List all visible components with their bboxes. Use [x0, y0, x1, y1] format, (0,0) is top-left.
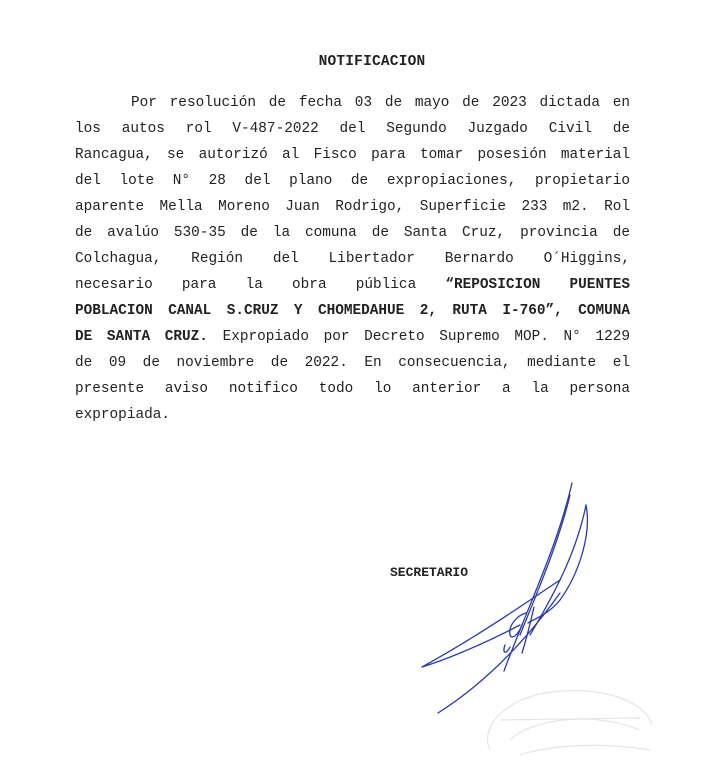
- body-text-fragment: necesario para la obra pública: [75, 277, 417, 293]
- body-line: aparente Mella Moreno Juan Rodrigo, Superficie 233 m2. Rol: [75, 199, 630, 215]
- body-line-with-project: [75, 324, 630, 350]
- body-line-with-project: [75, 272, 630, 298]
- body-line: del lote N° 28 del plano de expropiaciones, propietario: [75, 173, 630, 189]
- signatory-title: SECRETARIO: [390, 565, 469, 580]
- body-line: los autos rol V-487-2022 del Segundo Juzgado Civil de: [75, 121, 630, 137]
- body-line: de avalúo 530-35 de la comuna de Santa Cruz, provincia de: [75, 225, 630, 241]
- body-line: Rancagua, se autorizó al Fisco para tomar posesión material: [75, 147, 630, 163]
- body-line: expropiada.: [75, 407, 170, 423]
- notification-body: [75, 90, 630, 428]
- project-name-part: DE SANTA CRUZ.: [75, 329, 208, 345]
- body-line: Por resolución de fecha 03 de mayo de 2023 dictada en: [131, 95, 630, 111]
- body-line: de 09 de noviembre de 2022. En consecuencia, mediante el: [75, 355, 630, 371]
- project-name-part: “REPOSICION PUENTES: [445, 277, 630, 293]
- body-line: Colchagua, Región del Libertador Bernardo O´Higgins,: [75, 251, 630, 267]
- body-line: presente aviso notifico todo lo anterior a la persona: [75, 381, 630, 397]
- faded-stamp: [470, 680, 660, 760]
- document-title: NOTIFICACION: [318, 54, 426, 70]
- project-name-part: POBLACION CANAL S.CRUZ Y CHOMEDAHUE 2, RUTA I-760”, COMUNA: [75, 303, 630, 319]
- body-text-fragment: Expropiado por Decreto Supremo MOP. N° 1229: [222, 329, 631, 345]
